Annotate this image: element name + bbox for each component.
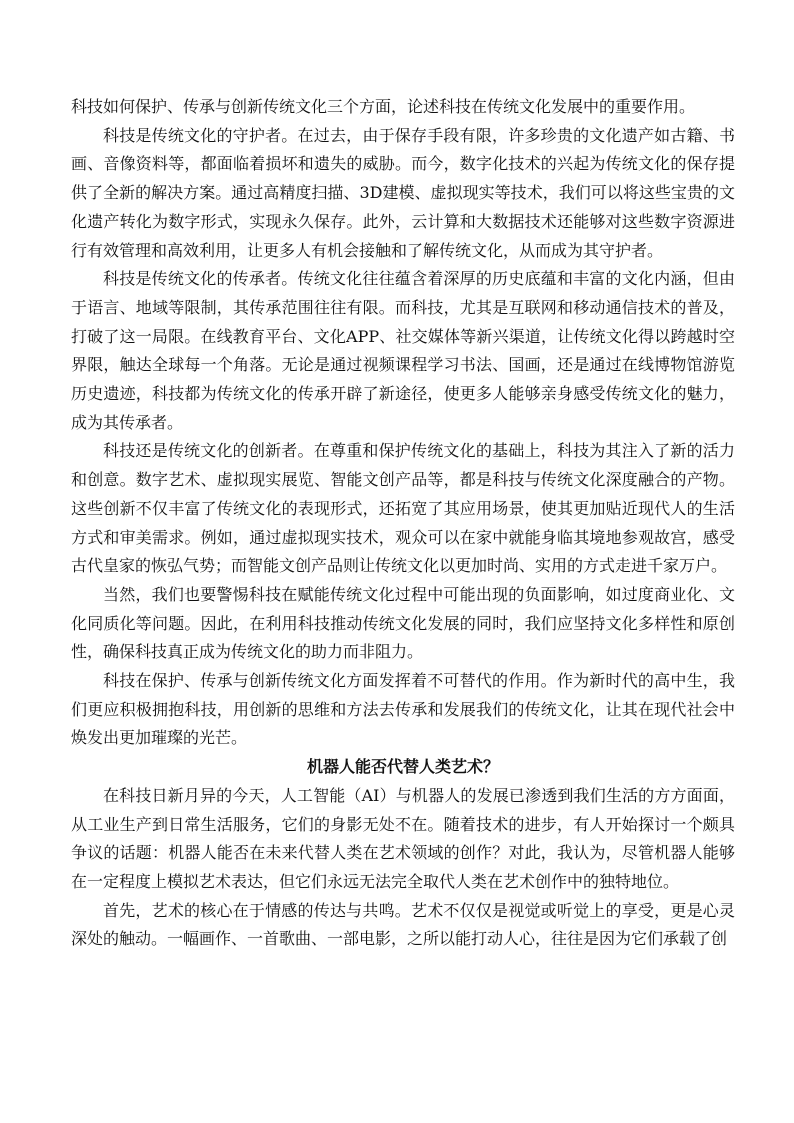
paragraph-intro-continuation: 科技如何保护、传承与创新传统文化三个方面，论述科技在传统文化发展中的重要作用。: [71, 97, 696, 116]
paragraph-essay2-first-point: 首先，艺术的核心在于情感的传达与共鸣。艺术不仅仅是视觉或听觉上的享受，更是心灵深处的触动。一幅画作、一首歌曲、一部电影，之所以能打动人心，往往是因为它们承载了创: [71, 900, 735, 949]
paragraph-essay2-intro: 在科技日新月异的今天，人工智能（AI）与机器人的发展已渗透到我们生活的方方面面，从工业生产到日常生活服务，它们的身影无处不在。随着技术的进步，有人开始探讨一个颇具争议的话题：机器人能否在未来代替人类在艺术领域的创作？对此，我认为，尽管机器人能够在一定程度上模拟艺术表达，但它们永远无法完全取代人类在艺术创作中的独特地位。: [71, 785, 735, 891]
paragraph-inheritor: 科技是传统文化的传承者。传统文化往往蕴含着深厚的历史底蕴和丰富的文化内涵，但由于语言、地域等限制，其传承范围往往有限。而科技，尤其是互联网和移动通信技术的普及，打破了这一局限。在线教育平台、文化APP、社交媒体等新兴渠道，让传统文化得以跨越时空界限，触达全球每一个角落。无论是通过视频课程学习书法、国画，还是通过在线博物馆游览历史遗迹，科技都为传统文化的传承开辟了新途径，使更多人能够亲身感受传统文化的魅力，成为其传承者。: [71, 269, 735, 432]
paragraph-caution: 当然，我们也要警惕科技在赋能传统文化过程中可能出现的负面影响，如过度商业化、文化同质化等问题。因此，在利用科技推动传统文化发展的同时，我们应坚持文化多样性和原创性，确保科技真正成为传统文化的助力而非阻力。: [71, 584, 735, 662]
essay-title: 机器人能否代替人类艺术？: [306, 757, 499, 777]
paragraph-innovator: 科技还是传统文化的创新者。在尊重和保护传统文化的基础上，科技为其注入了新的活力和创意。数字艺术、虚拟现实展览、智能文创产品等，都是科技与传统文化深度融合的产物。这些创新不仅丰富了传统文化的表现形式，还拓宽了其应用场景，使其更加贴近现代人的生活方式和审美需求。例如，通过虚拟现实技术，观众可以在家中就能身临其境地参观故宫，感受古代皇家的恢弘气势；而智能文创产品则让传统文化以更加时尚、实用的方式走进千家万户。: [71, 441, 735, 576]
paragraph-guardian: 科技是传统文化的守护者。在过去，由于保存手段有限，许多珍贵的文化遗产如古籍、书画、音像资料等，都面临着损坏和遗失的威胁。而今，数字化技术的兴起为传统文化的保存提供了全新的解决方案。通过高精度扫描、3D建模、虚拟现实等技术，我们可以将这些宝贵的文化遗产转化为数字形式，实现永久保存。此外，云计算和大数据技术还能够对这些数字资源进行有效管理和高效利用，让更多人有机会接触和了解传统文化，从而成为其守护者。: [71, 125, 735, 260]
document-page: [71, 93, 735, 954]
paragraph-conclusion: 科技在保护、传承与创新传统文化方面发挥着不可替代的作用。作为新时代的高中生，我们更应积极拥抱科技，用创新的思维和方法去传承和发展我们的传统文化，让其在现代社会中焕发出更加璀璨的光芒。: [71, 671, 735, 748]
